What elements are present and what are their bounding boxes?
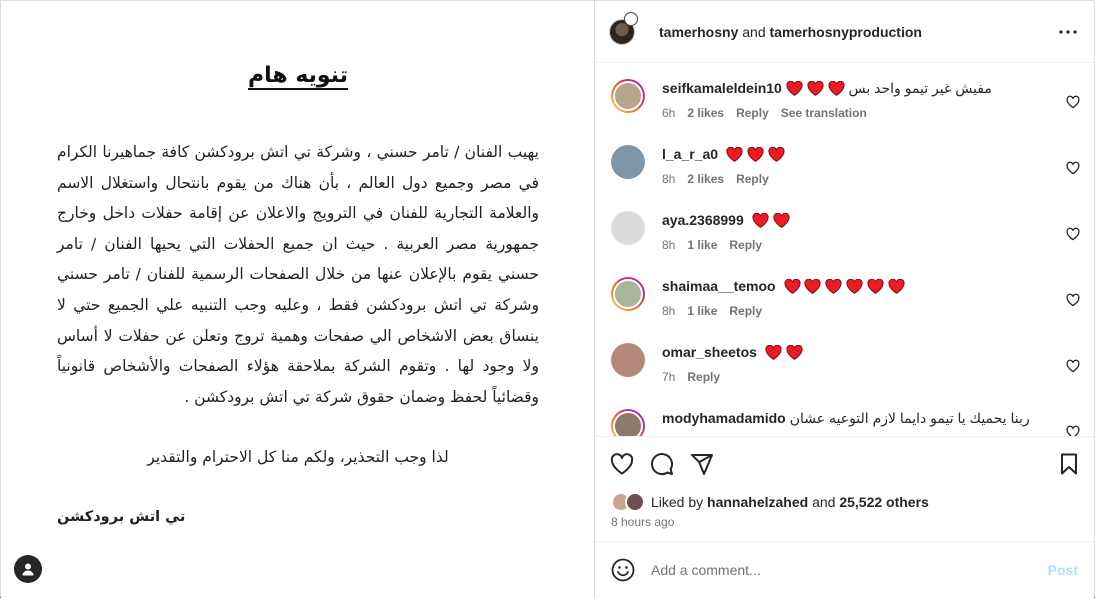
- comment-username[interactable]: seifkamaleldein10: [662, 80, 782, 96]
- red-heart-emoji: [825, 279, 842, 298]
- author-link[interactable]: tamerhosny: [659, 23, 739, 40]
- author-names: [659, 24, 922, 40]
- red-heart-emoji: [773, 213, 790, 232]
- liker-avatars: [611, 492, 649, 512]
- bookmark-icon: [1059, 453, 1079, 475]
- comment-username[interactable]: modyhamadamido: [662, 410, 786, 426]
- comment-item: [595, 63, 1094, 129]
- comment-likes[interactable]: 1 like: [687, 304, 718, 318]
- red-heart-emoji: [726, 147, 743, 166]
- notice-body: يهيب الفنان / تامر حسني ، وشركة تي اتش برودكشن كافة جماهيرنا الكرام في مصر وجميع دول العالم ، بأن هناك من يقوم بانتحال واستغلال الاسم والعلامة التجارية للفنان في الترويج والاعلان عن إقامة حفلات داخل وخارج جمهورية مصر العربية . حيث ان جميع الحفلات التي يحيها الفنان / تامر حسني يقوم بالإعلان عنها من خلال الصفحات الرسمية للفنان / تامر حسني وشركة تي اتش برودكشن فقط ، وعليه وجب التنبيه علي الجميع حتي لا ينساق بعض الاشخاص الي صفحات وهمية تروج وتعلن عن حفلات لا أساس ولا وجود لها . وتقوم الشركة بملاحقة هؤلاء الصفحات والأشخاص قانونياً وقضائياً لحفظ وضمان حقوق شركة تي اتش برودكشن .: [57, 143, 539, 406]
- comment-body: [662, 277, 1078, 327]
- liker-username[interactable]: hannahelzahed: [707, 494, 809, 510]
- reply-button[interactable]: Reply: [736, 172, 769, 186]
- heart-icon: [610, 453, 634, 475]
- comment-input[interactable]: [651, 562, 1048, 578]
- reply-button[interactable]: Reply: [687, 370, 721, 384]
- comment-likes[interactable]: 1 like: [687, 238, 718, 252]
- comment-meta: [662, 238, 1078, 252]
- like-button[interactable]: [609, 451, 635, 477]
- share-button[interactable]: [689, 451, 715, 477]
- notice-closing: لذا وجب التحذير، ولكم منا كل الاحترام والتقدير: [147, 448, 449, 466]
- add-comment-bar: [595, 541, 1094, 598]
- reply-button[interactable]: Reply: [736, 106, 769, 120]
- comment-line: [662, 79, 1078, 100]
- likes-and: and: [812, 494, 836, 510]
- red-heart-emoji: [867, 279, 884, 298]
- comment-line: [662, 409, 1078, 427]
- red-heart-emoji: [804, 279, 821, 298]
- red-heart-emoji: [888, 279, 905, 298]
- comment-body: [662, 343, 1078, 393]
- comment-username[interactable]: shaimaa__temoo: [662, 278, 776, 294]
- comment-like-heart-icon[interactable]: [1066, 95, 1080, 109]
- comment-time: 7h: [662, 370, 676, 384]
- comment-likes[interactable]: 2 likes: [687, 172, 725, 186]
- red-heart-emoji: [828, 81, 845, 100]
- post-comment-button[interactable]: Post: [1047, 562, 1078, 578]
- comment-body: [662, 211, 1078, 261]
- collab-avatar[interactable]: [624, 12, 638, 26]
- comment-username[interactable]: aya.2368999: [662, 212, 744, 228]
- comment-meta: [662, 172, 1078, 186]
- comment-meta: [662, 304, 1078, 318]
- comment-body: [662, 145, 1078, 195]
- red-heart-emoji: [765, 345, 782, 364]
- reply-button[interactable]: Reply: [729, 238, 763, 252]
- comment-time: 8h: [662, 172, 676, 186]
- comment-username[interactable]: l_a_r_a0: [662, 146, 719, 162]
- comment-meta: [662, 106, 1078, 120]
- comment-line: [662, 277, 1078, 298]
- user-icon: [21, 562, 35, 576]
- comment-like-heart-icon[interactable]: [1066, 161, 1080, 175]
- and-text: and: [742, 23, 766, 40]
- action-bar: [595, 437, 1094, 491]
- comment-item: [595, 261, 1094, 327]
- comment-line: [662, 343, 1078, 364]
- commenter-avatar[interactable]: [611, 211, 645, 245]
- commenter-avatar[interactable]: [611, 277, 645, 311]
- likes-text: [651, 494, 929, 510]
- comment-meta: [662, 370, 1078, 384]
- post-header: [595, 1, 1094, 63]
- comment-time: 8h: [662, 238, 676, 252]
- comment-like-heart-icon[interactable]: [1066, 359, 1080, 373]
- comment-like-heart-icon[interactable]: [1066, 293, 1080, 307]
- comment-likes[interactable]: 2 likes: [687, 106, 725, 120]
- comment-like-heart-icon[interactable]: [1066, 425, 1080, 437]
- comments-list[interactable]: [595, 63, 1094, 437]
- comment-icon: [650, 452, 674, 476]
- comment-body: [662, 409, 1078, 437]
- comment-line: [662, 211, 1078, 232]
- comment-text: ربنا يحميك يا تيمو دايما لازم التوعيه عشان: [789, 410, 1030, 426]
- red-heart-emoji: [846, 279, 863, 298]
- send-icon: [690, 452, 714, 476]
- commenter-avatar[interactable]: [611, 145, 645, 179]
- save-button[interactable]: [1056, 451, 1082, 477]
- likes-prefix: Liked by: [651, 494, 704, 510]
- red-heart-emoji: [747, 147, 764, 166]
- more-icon: [1059, 30, 1077, 34]
- commenter-avatar[interactable]: [611, 79, 645, 113]
- comment-like-heart-icon[interactable]: [1066, 227, 1080, 241]
- emoji-icon[interactable]: [611, 558, 635, 582]
- reply-button[interactable]: Reply: [729, 304, 763, 318]
- notice-signature: تي اتش برودكشن: [57, 509, 186, 525]
- comment-time: 8h: [662, 304, 676, 318]
- author-avatar[interactable]: [609, 19, 635, 45]
- commenter-avatar[interactable]: [611, 343, 645, 377]
- tagged-users-button[interactable]: [14, 555, 42, 583]
- post-image: [1, 1, 595, 598]
- comment-item: [595, 129, 1094, 195]
- comment-time: 6h: [662, 106, 676, 120]
- comment-body: [662, 79, 1078, 129]
- comment-item: [595, 195, 1094, 261]
- red-heart-emoji: [768, 147, 785, 166]
- likes-summary[interactable]: [595, 491, 1094, 513]
- post-time: 8 hours ago: [611, 515, 675, 529]
- more-options-button[interactable]: [1056, 20, 1080, 44]
- comment-item: [595, 327, 1094, 393]
- liker-avatar: [625, 492, 645, 512]
- comment-button[interactable]: [649, 451, 675, 477]
- red-heart-emoji: [784, 279, 801, 298]
- comment-line: [662, 145, 1078, 166]
- comment-text: مفيش غير تيمو واحد بس: [848, 80, 992, 96]
- collaborator-link[interactable]: tamerhosnyproduction: [769, 23, 922, 40]
- see-translation-button[interactable]: See translation: [780, 106, 867, 120]
- red-heart-emoji: [786, 81, 803, 100]
- red-heart-emoji: [786, 345, 803, 364]
- red-heart-emoji: [752, 213, 769, 232]
- red-heart-emoji: [807, 81, 824, 100]
- notice-title: تنويه هام: [248, 63, 348, 88]
- likes-count[interactable]: 25,522 others: [839, 494, 929, 510]
- commenter-avatar[interactable]: [611, 409, 645, 437]
- post-sidebar: [595, 1, 1094, 598]
- comment-username[interactable]: omar_sheetos: [662, 344, 757, 360]
- comment-item: [595, 393, 1094, 437]
